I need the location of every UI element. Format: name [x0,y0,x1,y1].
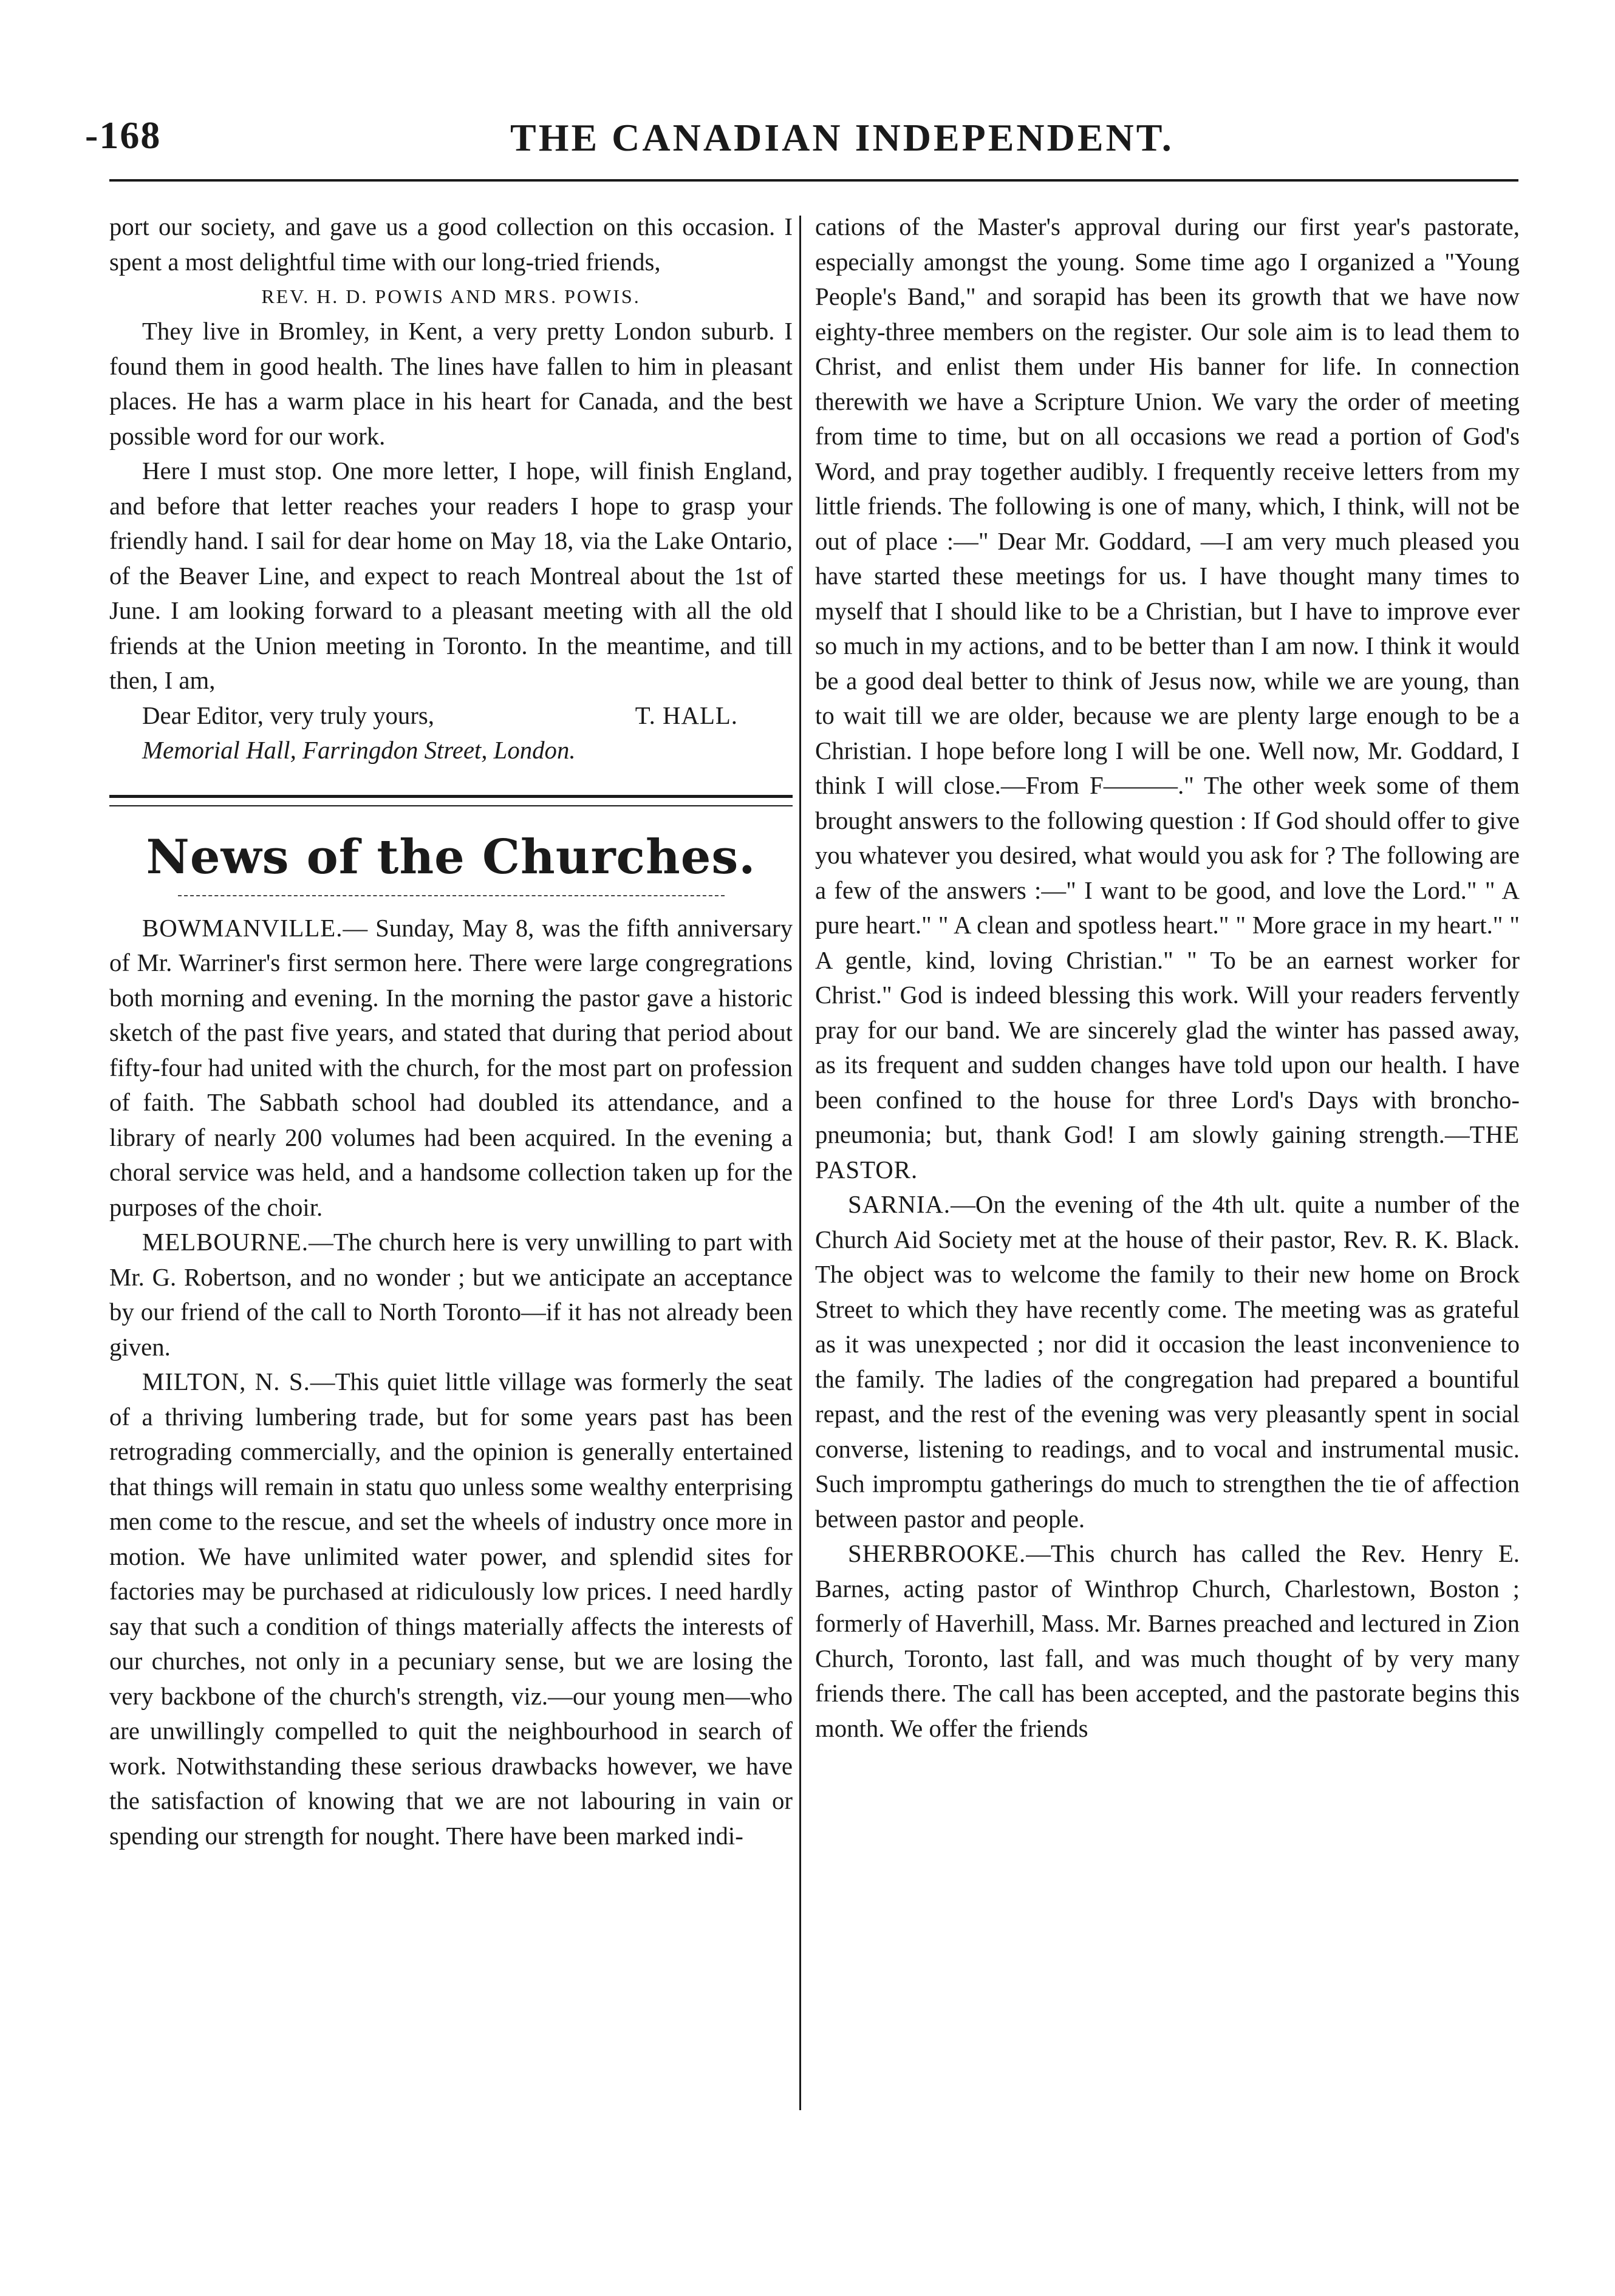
place-name: SARNIA. [848,1191,951,1218]
news-text: —On the evening of the 4th ult. quite a number of the Church Aid Society met at the house of their pastor, Rev. R. K. Black. The object was to welcome the family to their new home on Brock Street to which they have recently come. The meeting was as grateful as it was unexpected ; nor did it occasion the least inconvenience to the family. The ladies of the congregation had prepared a bountiful repast, and the rest of the evening was very pleasantly spent in social converse, listening to readings, and to vocal and instrumental music. Such impromptu gatherings do much to strengthen the tie of affection between pastor and people. [815,1191,1520,1533]
news-item-bowmanville [109,911,793,1225]
news-item-milton [109,1364,793,1853]
news-text: —The church here is very unwilling to part with Mr. G. Robertson, and no wonder ; but we anticipate an acceptance by our friend of the call to North Toronto—if it has not already been given. [109,1228,793,1361]
news-text: — Sunday, May 8, was the fifth anniversary of Mr. Warriner's first sermon here. There were large congregrations both morning and evening. In the morning the pastor gave a historic sketch of the past five years, and stated that during that period about fifty-four had united with the church, for the most part on profession of faith. The Sabbath school had doubled its attendance, and a library of nearly 200 volumes had been acquired. In the evening a choral service was held, and a handsome collection taken up for the purposes of the choir. [109,914,793,1221]
news-item-melbourne [109,1225,793,1364]
section-divider [109,795,793,806]
letter-closing [109,698,793,734]
header-rule [109,179,1518,182]
news-text: cations of the Master's approval during our first year's pastorate, especially amongst the young. Some time ago I organized a "Young People's Band," and sorapid has been its growth that we have now eighty-three members on the register. Our sole aim is to lead them to Christ, and enlist them under His banner for life. In connection therewith we have a Scripture Union. We vary the order of meeting from time to time, but on all occasions we read a portion of God's Word, and pray together audibly. I frequently receive letters from my little friends. The following is one of many, which, I think, will not be out of place :—" Dear Mr. Goddard, —I am very much pleased you have started these meetings for us. I have thought many times to myself that I should like to be a Christian, but I have to improve ever so much in my actions, and to be better than I am now. I think it would be a good deal better to think of Jesus now, while we are young, than to wait till we are older, because we are plenty large enough to be a Christian. I hope before long I will be one. Well now, Mr. Goddard, I think I will close.—From F———." The other week some of them brought answers to the following question : If God should offer to give you whatever you desired, what would you ask for ? The following are a few of the answers :—" I want to be good, and love the Lord." " A pure heart." " A clean and spotless heart." " More grace in my heart." " A gentle, kind, loving Christian." " To be an earnest worker for Christ." God is indeed blessing this work. Will your readers fervently pray for our band. We are sincerely glad the winter has passed away, as its frequent and sudden changes have told upon our health. I have been confined to the house for three Lord's Days with broncho-pneumonia; but, thank God! I am slowly gaining strength.— [815,213,1520,1148]
left-column [109,210,793,1853]
letter-address: Memorial Hall, Farringdon Street, London. [142,737,576,764]
news-item-sherbrooke [815,1536,1520,1746]
paragraph: port our society, and gave us a good collection on this occasion. I spent a most delightful time with our long-tried friends, [109,213,793,276]
page-number: -168 [85,114,162,157]
news-text: —This church has called the Rev. Henry E. Barnes, acting pastor of Winthrop Church, Charlestown, Boston ; formerly of Haverhill, Mass. Mr. Barnes preached and lectured in Zion Church, Toronto, last fall, and was much thought of by very many friends there. The call has been accepted, and the pastorate begins this month. We offer the friends [815,1540,1520,1742]
section-heading: News of the Churches. [146,829,756,885]
place-name: MILTON, N. S. [142,1368,310,1395]
letter-author: T. HALL. [635,701,738,729]
column-divider [799,216,801,2110]
running-title: THE CANADIAN INDEPENDENT. [510,116,1174,159]
news-text: —This quiet little village was formerly the seat of a thriving lumbering trade, but for some years past has been retrograding commercially, and the opinion is generally entertained that things will remain in statu quo unless some wealthy enterprising men come to the rescue, and set the wheels of industry once more in motion. We have unlimited water power, and splendid sites for factories may be purchased at ridiculously low prices. I need hardly say that such a condition of things materially affects the interests of our churches, not only in a pecuniary sense, but we are losing the very backbone of the church's strength, viz.—our young men—who are unwillingly compelled to quit the neighbourhood in search of work. Notwithstanding these serious drawbacks however, we have the satisfaction of knowing that we are not labouring in vain or spending our strength for nought. There have been marked indi- [109,1368,793,1850]
paragraph: Here I must stop. One more letter, I hope, will finish England, and before that letter reaches your readers I hope to grasp your friendly hand. I sail for dear home on May 18, via the Lake Ontario, of the Beaver Line, and expect to reach Montreal about the 1st of June. I am looking forward to a pleasant meeting with all the old friends at the Union meeting in Toronto. In the meantime, and till then, I am, [109,457,793,694]
news-item-sarnia [815,1187,1520,1536]
place-name: MELBOURNE. [142,1228,309,1256]
right-column [815,210,1520,1746]
signature: THE PASTOR. [815,1121,1520,1184]
paragraph: They live in Bromley, in Kent, a very pretty London suburb. I found them in good health. The lines have fallen to him in pleasant places. He has a warm place in his heart for Canada, and the best possible word for our work. [109,318,793,450]
closing-salutation: Dear Editor, very truly yours, [142,701,434,729]
paragraph [815,210,1520,1187]
page-header [0,91,1615,170]
place-name: SHERBROOKE. [848,1540,1026,1567]
place-name: BOWMANVILLE. [142,914,343,942]
signature-names: REV. H. D. POWIS AND MRS. POWIS. [261,285,641,307]
heading-rule [178,895,725,896]
